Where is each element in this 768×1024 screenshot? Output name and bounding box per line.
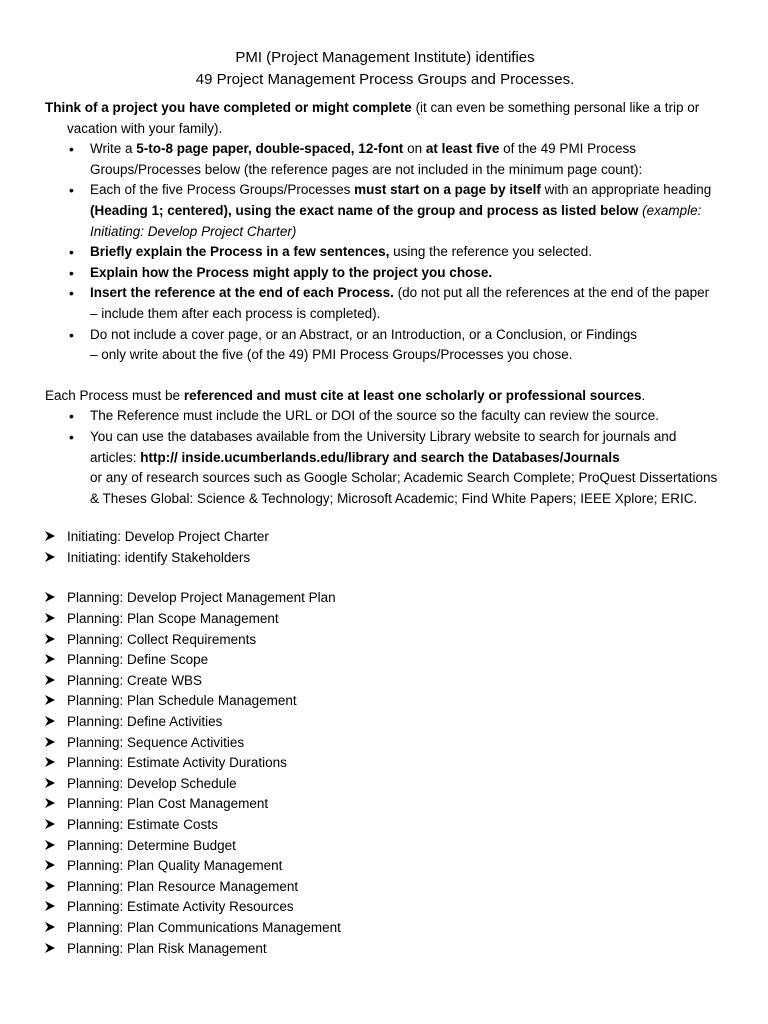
bold-text: (Heading 1; centered), using the exact name of the group and process as listed below: [90, 202, 639, 218]
process-label: Planning: Create WBS: [67, 672, 203, 688]
arrowhead-bullet-icon: [44, 671, 60, 692]
process-label: Planning: Plan Cost Management: [67, 796, 269, 812]
process-label: Planning: Estimate Activity Resources: [67, 899, 294, 915]
process-item: [67, 712, 725, 733]
process-item: [67, 877, 725, 898]
instructions-list: [45, 139, 725, 366]
process-item: [67, 897, 725, 918]
arrowhead-bullet-icon: [44, 691, 60, 712]
process-item: [67, 609, 725, 630]
instruction-item: [90, 139, 725, 180]
bold-text: at least five: [425, 141, 500, 157]
process-item: [67, 691, 725, 712]
reference-item: [90, 427, 725, 509]
process-label: Planning: Develop Project Management Plan: [67, 590, 336, 606]
text: of the 49 PMI Process Groups/Processes below (the reference pages are not included in the minimum page count):: [90, 141, 643, 177]
arrowhead-bullet-icon: [44, 856, 60, 877]
instruction-item: [90, 263, 725, 284]
process-label: Planning: Collect Requirements: [67, 631, 257, 647]
process-label: Planning: Plan Communications Management: [67, 919, 341, 935]
bold-text: must start on a page by itself: [354, 182, 541, 198]
intro-paragraph: [45, 98, 725, 139]
process-item: [67, 794, 725, 815]
process-item: [67, 918, 725, 939]
process-label: Planning: Define Scope: [67, 652, 209, 668]
instruction-item: [90, 325, 725, 366]
text: – only write about the five (of the 49) PMI Process Groups/Processes you chose.: [90, 347, 573, 363]
process-item: [67, 733, 725, 754]
process-item: [67, 856, 725, 877]
instruction-item: [90, 242, 725, 263]
process-item: [67, 836, 725, 857]
arrowhead-bullet-icon: [44, 527, 60, 548]
arrowhead-bullet-icon: [44, 918, 60, 939]
process-label: Planning: Plan Quality Management: [67, 858, 283, 874]
italic-example: (example: Initiating: Develop Project Charter): [90, 202, 702, 239]
arrowhead-bullet-icon: [44, 836, 60, 857]
document-page: [45, 47, 725, 959]
bold-text: Briefly explain the Process in a few sentences,: [90, 244, 390, 260]
process-label: Planning: Estimate Activity Durations: [67, 755, 287, 771]
process-item: [67, 753, 725, 774]
process-item: [67, 650, 725, 671]
process-label: Planning: Plan Risk Management: [67, 940, 267, 956]
bold-text: Insert the reference at the end of each Process.: [90, 285, 394, 301]
process-item: [67, 815, 725, 836]
arrowhead-bullet-icon: [44, 897, 60, 918]
process-label: Planning: Plan Resource Management: [67, 878, 299, 894]
intro-bold: Think of a project you have completed or might complete: [45, 100, 412, 115]
bold-text: 5-to-8 page paper, double-spaced, 12-font: [136, 141, 404, 157]
title-line-2: 49 Project Management Process Groups and Processes.: [195, 71, 575, 88]
initiating-list: [45, 527, 725, 568]
process-label: Planning: Determine Budget: [67, 837, 236, 853]
arrowhead-bullet-icon: [44, 588, 60, 609]
arrowhead-bullet-icon: [44, 877, 60, 898]
arrowhead-bullet-icon: [44, 753, 60, 774]
text: (do not put all the references at the end of the paper: [393, 285, 710, 301]
planning-list: [45, 588, 725, 959]
text: Do not include a cover page, or an Abstract, or an Introduction, or a Conclusion, or Findings: [90, 326, 638, 342]
instruction-item: [90, 180, 725, 242]
intro-text: (it can even be something personal like a trip or vacation with your family).: [67, 100, 700, 136]
text: Each Process: [45, 387, 129, 403]
bold-text: Explain how the Process might apply to the project you chose.: [90, 264, 493, 280]
process-item: [67, 527, 725, 548]
arrowhead-bullet-icon: [44, 630, 60, 651]
arrowhead-bullet-icon: [44, 794, 60, 815]
arrowhead-bullet-icon: [44, 733, 60, 754]
text: with an appropriate heading: [540, 182, 712, 198]
process-item: [67, 630, 725, 651]
text: Write a: [90, 141, 137, 157]
process-label: Planning: Estimate Costs: [67, 817, 218, 832]
arrowhead-bullet-icon: [44, 548, 60, 569]
title-line-1: PMI (Project Management Institute) identifies: [235, 49, 535, 66]
text: The Reference must include the URL or DOI of the source so the faculty can review the source.: [90, 408, 660, 424]
process-label: Planning: Plan Scope Management: [67, 611, 279, 627]
arrowhead-bullet-icon: [44, 712, 60, 733]
reference-paragraph: [45, 386, 725, 407]
text: – include them after each process is completed).: [90, 305, 381, 321]
text: .: [641, 387, 646, 403]
bold-text: referenced and must cite at least one scholarly or professional sources: [183, 387, 642, 403]
text: Each of the five Process Groups/Processes: [90, 182, 355, 198]
text: using the reference you selected.: [389, 244, 593, 260]
arrowhead-bullet-icon: [44, 939, 60, 960]
process-item: [67, 588, 725, 609]
process-label: Planning: Plan Schedule Management: [67, 693, 297, 709]
arrowhead-bullet-icon: [44, 815, 60, 836]
arrowhead-bullet-icon: [44, 650, 60, 671]
process-label: Planning: Define Activities: [67, 714, 223, 730]
process-label: Initiating: Develop Project Charter: [67, 529, 269, 545]
arrowhead-bullet-icon: [44, 774, 60, 795]
process-item: [67, 671, 725, 692]
reference-list: [45, 406, 725, 509]
process-item: [67, 548, 725, 569]
reference-item: [90, 406, 725, 427]
text: on: [403, 141, 426, 157]
arrowhead-bullet-icon: [44, 609, 60, 630]
library-link[interactable]: http:// inside.ucumberlands.edu/library and search the Databases/Journals: [140, 449, 620, 465]
process-item: [67, 939, 725, 960]
process-label: Initiating: identify Stakeholders: [67, 549, 251, 565]
text: or any of research sources such as Google Scholar; Academic Search Complete; ProQuest Dissertations & Theses Global: Science & Technology; Microsoft Academic; Find White Papers; IEEE Xplore; ERIC.: [90, 470, 718, 506]
process-item: [67, 774, 725, 795]
text: You can use the databases available from the University Library website to search for journals and articles:: [90, 428, 677, 465]
process-label: Planning: Sequence Activities: [67, 734, 245, 750]
process-label: Planning: Develop Schedule: [67, 775, 237, 791]
document-title: [45, 47, 725, 91]
instruction-item: [90, 283, 725, 324]
text: must be: [128, 387, 184, 403]
